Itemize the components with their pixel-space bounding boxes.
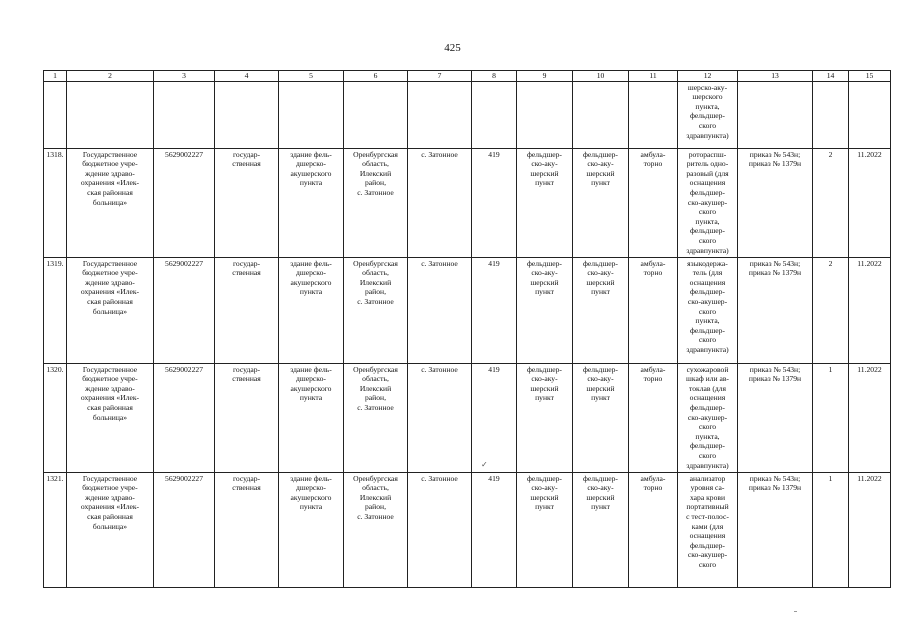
ownership-cell: государ- ственная — [215, 472, 279, 587]
row-number: 1318. — [44, 148, 67, 257]
unit-cell: фельдшер- ско-аку- шерский пункт — [573, 257, 629, 363]
inn-cell: 5629002227 — [154, 363, 215, 472]
organization-cell: Государственное бюджетное учре- ждение здраво- охранения «Илек- ская районная больница» — [67, 257, 154, 363]
column-header: 12 — [678, 71, 738, 82]
column-header: 15 — [849, 71, 891, 82]
care-type-cell: амбула- торно — [629, 472, 678, 587]
ownership-cell: государ- ственная — [215, 257, 279, 363]
settlement-cell: с. Затонное — [408, 257, 472, 363]
unit-cell: фельдшер- ско-аку- шерский пункт — [517, 148, 573, 257]
column-header: 11 — [629, 71, 678, 82]
ownership-cell: государ- ственная — [215, 363, 279, 472]
orders-cell: приказ № 543н; приказ № 1379н — [738, 257, 813, 363]
ownership-cell: государ- ственная — [215, 148, 279, 257]
date-cell: 11.2022 — [849, 257, 891, 363]
unit-cell: фельдшер- ско-аку- шерский пункт — [573, 363, 629, 472]
unit-cell: фельдшер- ско-аку- шерский пункт — [573, 472, 629, 587]
organization-cell: Государственное бюджетное учре- ждение здраво- охранения «Илек- ская районная больница» — [67, 148, 154, 257]
orders-cell: приказ № 543н; приказ № 1379н — [738, 472, 813, 587]
address-cell: Оренбургская область, Илекский район, с. Затонное — [344, 148, 408, 257]
date-cell: 11.2022 — [849, 148, 891, 257]
unit-cell: фельдшер- ско-аку- шерский пункт — [517, 472, 573, 587]
unit-cell: фельдшер- ско-аку- шерский пункт — [573, 148, 629, 257]
column-header: 13 — [738, 71, 813, 82]
care-type-cell: амбула- торно — [629, 257, 678, 363]
continuation-row — [44, 81, 891, 148]
inn-cell: 5629002227 — [154, 472, 215, 587]
building-cell: здание фель- дшерско- акушерского пункта — [279, 257, 344, 363]
date-cell: 11.2022 — [849, 472, 891, 587]
orders-cell: приказ № 543н; приказ № 1379н — [738, 148, 813, 257]
inn-cell: 5629002227 — [154, 148, 215, 257]
unit-cell: фельдшер- ско-аку- шерский пункт — [517, 363, 573, 472]
column-header: 14 — [813, 71, 849, 82]
care-type-cell: амбула- торно — [629, 363, 678, 472]
building-cell: здание фель- дшерско- акушерского пункта — [279, 363, 344, 472]
orders-cell: приказ № 543н; приказ № 1379н — [738, 363, 813, 472]
care-type-cell: амбула- торно — [629, 148, 678, 257]
table-row — [44, 472, 891, 587]
address-cell: Оренбургская область, Илекский район, с. Затонное — [344, 472, 408, 587]
equipment-cell: сухожаровой шкаф или ав- токлав (для оснащения фельдшер- ско-акушер- ского пункта, фельдшер- ского здравпункта) — [678, 363, 738, 472]
equipment-table — [43, 70, 891, 588]
address-cell: Оренбургская область, Илекский район, с. Затонное — [344, 363, 408, 472]
quantity-cell: 2 — [813, 148, 849, 257]
page-number: 425 — [444, 42, 461, 54]
settlement-cell: с. Затонное — [408, 363, 472, 472]
building-cell: здание фель- дшерско- акушерского пункта — [279, 148, 344, 257]
column-header: 6 — [344, 71, 408, 82]
date-cell: 11.2022 — [849, 363, 891, 472]
quantity-cell: 2 — [813, 257, 849, 363]
code-cell: 419 — [472, 148, 517, 257]
column-header: 10 — [573, 71, 629, 82]
equipment-cell: анализатор уровня са- хара крови портативный с тест-полос- ками (для оснащения фельдшер- ско-акушер- ского — [678, 472, 738, 587]
equipment-cell: ротораспш- ритель одно- разовый (для оснащения фельдшер- ско-акушер- ского пункта, фельдшер- ского здравпункта) — [678, 148, 738, 257]
equipment-cell: языкодержа- тель (для оснащения фельдшер- ско-акушер- ского пункта, фельдшер- ского здравпункта) — [678, 257, 738, 363]
column-header: 8 — [472, 71, 517, 82]
table-row — [44, 148, 891, 257]
building-cell: здание фель- дшерско- акушерского пункта — [279, 472, 344, 587]
table-row — [44, 363, 891, 472]
inn-cell: 5629002227 — [154, 257, 215, 363]
code-cell: 419 — [472, 363, 517, 472]
scan-artifact — [794, 611, 797, 612]
unit-cell: фельдшер- ско-аку- шерский пункт — [517, 257, 573, 363]
equipment-cell: шерско-аку- шерского пункта, фельдшер- ского здравпункта) — [678, 81, 738, 148]
column-header: 9 — [517, 71, 573, 82]
quantity-cell: 1 — [813, 472, 849, 587]
quantity-cell: 1 — [813, 363, 849, 472]
row-number: 1321. — [44, 472, 67, 587]
code-cell: 419 — [472, 472, 517, 587]
column-header: 1 — [44, 71, 67, 82]
organization-cell: Государственное бюджетное учре- ждение здраво- охранения «Илек- ская районная больница» — [67, 472, 154, 587]
table-row — [44, 257, 891, 363]
column-header: 7 — [408, 71, 472, 82]
organization-cell: Государственное бюджетное учре- ждение здраво- охранения «Илек- ская районная больница» — [67, 363, 154, 472]
column-header: 2 — [67, 71, 154, 82]
row-number: 1320. — [44, 363, 67, 472]
row-number: 1319. — [44, 257, 67, 363]
code-cell: 419 — [472, 257, 517, 363]
settlement-cell: с. Затонное — [408, 148, 472, 257]
column-header: 3 — [154, 71, 215, 82]
header-row — [44, 71, 891, 82]
address-cell: Оренбургская область, Илекский район, с. Затонное — [344, 257, 408, 363]
column-header: 4 — [215, 71, 279, 82]
check-mark-icon: ✓ — [481, 460, 488, 469]
settlement-cell: с. Затонное — [408, 472, 472, 587]
column-header: 5 — [279, 71, 344, 82]
